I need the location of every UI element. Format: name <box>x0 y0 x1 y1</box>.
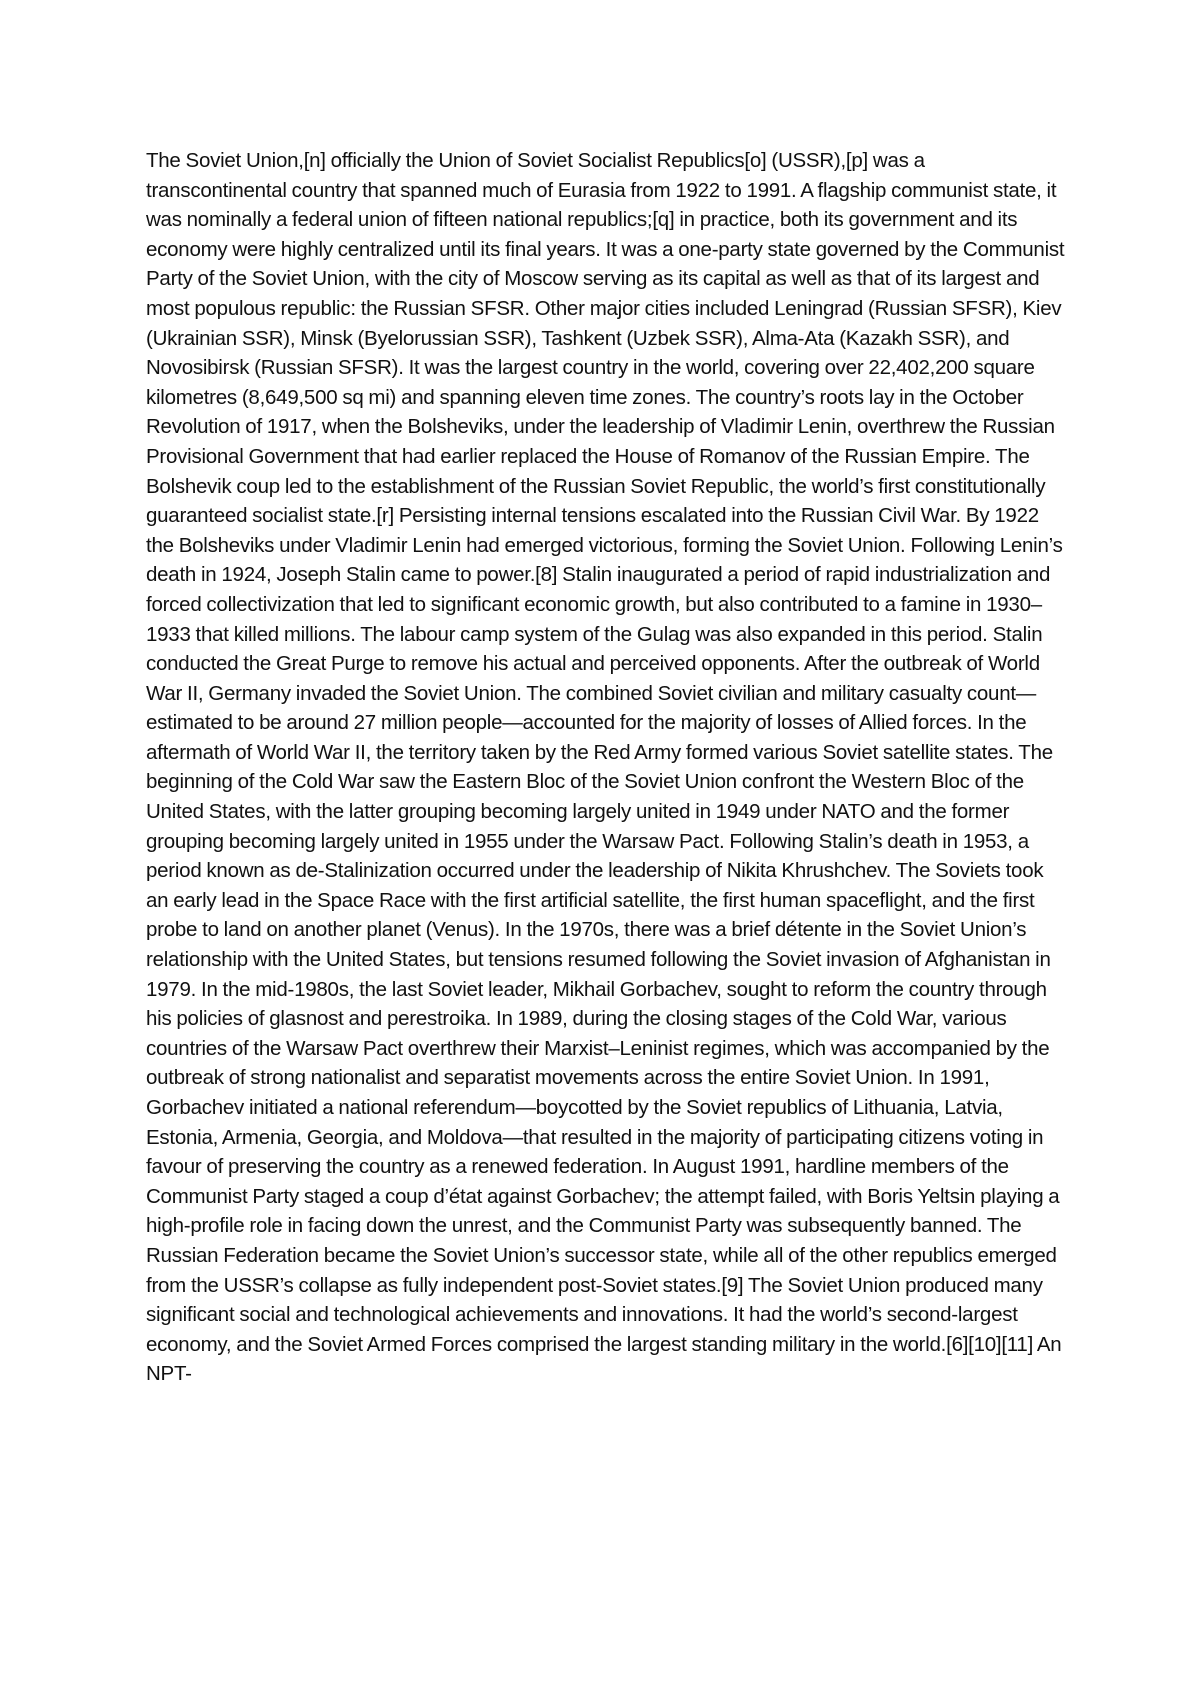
body-paragraph: The Soviet Union,[n] officially the Union of Soviet Socialist Republics[o] (USSR),[p] was a transcontinental country that spanned much of Eurasia from 1922 to 1991. A flagship communist state, it was nominally a federal union of fifteen national republics;[q] in practice, both its government and its economy were highly centralized until its final years. It was a one-party state governed by the Communist Party of the Soviet Union, with the city of Moscow serving as its capital as well as that of its largest and most populous republic: the Russian SFSR. Other major cities included Leningrad (Russian SFSR), Kiev (Ukrainian SSR), Minsk (Byelorussian SSR), Tashkent (Uzbek SSR), Alma-Ata (Kazakh SSR), and Novosibirsk (Russian SFSR). It was the largest country in the world, covering over 22,402,200 square kilometres (8,649,500 sq mi) and spanning eleven time zones. The country’s roots lay in the October Revolution of 1917, when the Bolsheviks, under the leadership of Vladimir Lenin, overthrew the Russian Provisional Government that had earlier replaced the House of Romanov of the Russian Empire. The Bolshevik coup led to the establishment of the Russian Soviet Republic, the world’s first constitutionally guaranteed socialist state.[r] Persisting internal tensions escalated into the Russian Civil War. By 1922 the Bolsheviks under Vladimir Lenin had emerged victorious, forming the Soviet Union. Following Lenin’s death in 1924, Joseph Stalin came to power.[8] Stalin inaugurated a period of rapid industrialization and forced collectivization that led to significant economic growth, but also contributed to a famine in 1930–1933 that killed millions. The labour camp system of the Gulag was also expanded in this period. Stalin conducted the Great Purge to remove his actual and perceived opponents. After the outbreak of World War II, Germany invaded the Soviet Union. The combined Soviet civilian and military casualty count—estimated to be around 27 million people—accounted for the majority of losses of Allied forces. In the aftermath of World War II, the territory taken by the Red Army formed various Soviet satellite states. The beginning of the Cold War saw the Eastern Bloc of the Soviet Union confront the Western Bloc of the United States, with the latter grouping becoming largely united in 1949 under NATO and the former grouping becoming largely united in 1955 under the Warsaw Pact. Following Stalin’s death in 1953, a period known as de-Stalinization occurred under the leadership of Nikita Khrushchev. The Soviets took an early lead in the Space Race with the first artificial satellite, the first human spaceflight, and the first probe to land on another planet (Venus). In the 1970s, there was a brief détente in the Soviet Union’s relationship with the United States, but tensions resumed following the Soviet invasion of Afghanistan in 1979. In the mid-1980s, the last Soviet leader, Mikhail Gorbachev, sought to reform the country through his policies of glasnost and perestroika. In 1989, during the closing stages of the Cold War, various countries of the Warsaw Pact overthrew their Marxist–Leninist regimes, which was accompanied by the outbreak of strong nationalist and separatist movements across the entire Soviet Union. In 1991, Gorbachev initiated a national referendum—boycotted by the Soviet republics of Lithuania, Latvia, Estonia, Armenia, Georgia, and Moldova—that resulted in the majority of participating citizens voting in favour of preserving the country as a renewed federation. In August 1991, hardline members of the Communist Party staged a coup d’état against Gorbachev; the attempt failed, with Boris Yeltsin playing a high-profile role in facing down the unrest, and the Communist Party was subsequently banned. The Russian Federation became the Soviet Union’s successor state, while all of the other republics emerged from the USSR’s collapse as fully independent post-Soviet states.[9] The Soviet Union produced many significant social and technological achievements and innovations. It had the world’s second-largest economy, and the Soviet Armed Forces comprised the largest standing military in the world.[6][10][11] An NPT- <box>146 149 1065 1386</box>
